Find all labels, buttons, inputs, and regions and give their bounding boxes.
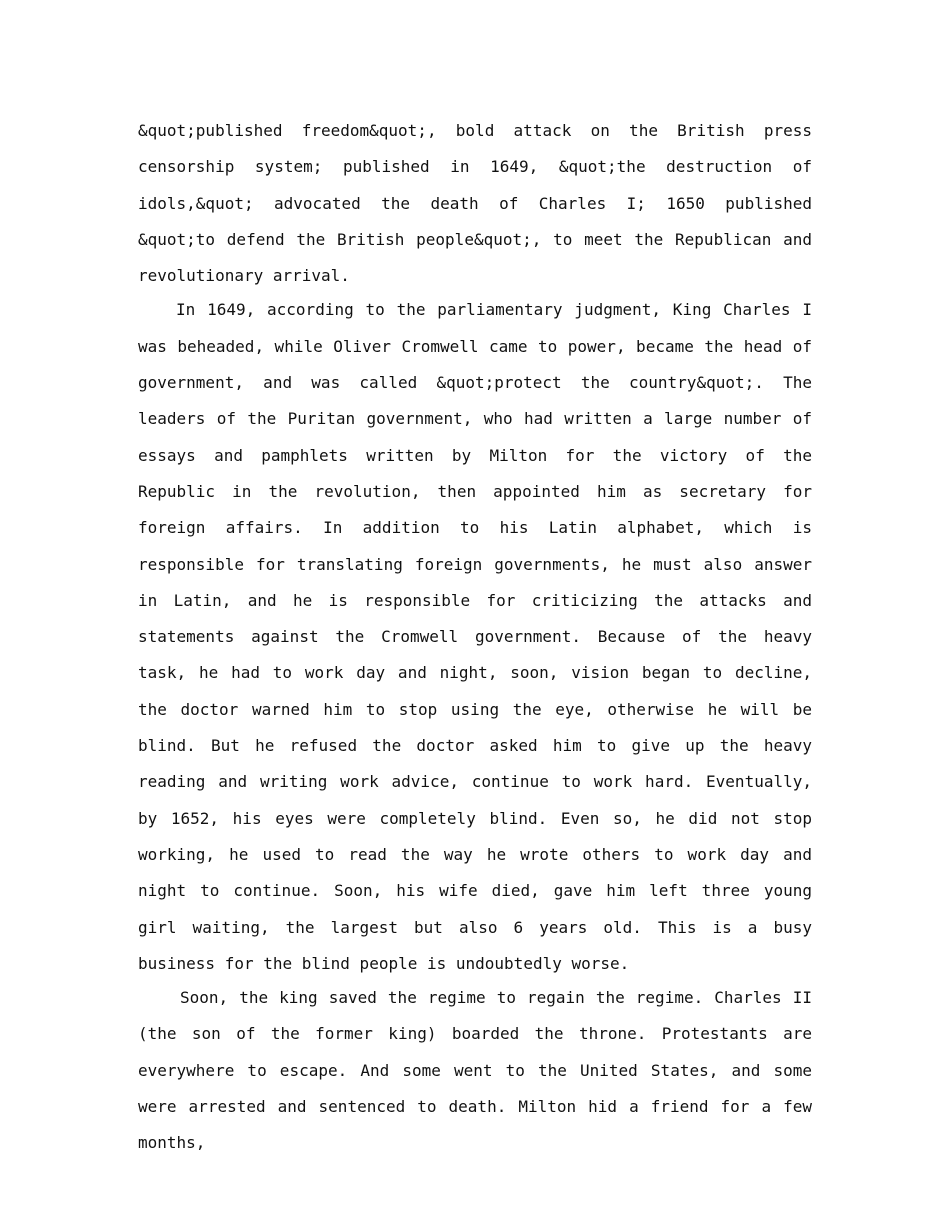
paragraph-2: In 1649, according to the parliamentary judgment, King Charles I was beheaded, while Oliver Cromwell came to power, became the head of government, and was called &quot;protect the country&quot;. The leaders of the Puritan government, who had written a large number of essays and pamphlets written by Milton for the victory of the Republic in the revolution, then appointed him as secretary for foreign affairs. In addition to his Latin alphabet, which is responsible for translating foreign governments, he must also answer in Latin, and he is responsible for criticizing the attacks and statements against the Cromwell government. Because of the heavy task, he had to work day and night, soon, vision began to decline, the doctor warned him to stop using the eye, otherwise he will be blind. But he refused the doctor asked him to give up the heavy reading and writing work advice, continue to work hard. Eventually, by 1652, his eyes were completely blind. Even so, he did not stop working, he used to read the way he wrote others to work day and night to continue. Soon, his wife died, gave him left three young girl waiting, the largest but also 6 years old. This is a busy business for the blind people is undoubtedly worse. [138,300,812,973]
paragraph-1: &quot;published freedom&quot;, bold attack on the British press censorship system; published in 1649, &quot;the destruction of idols,&quot; advocated the death of Charles I; 1650 published &quot;to defend the British people&quot;, to meet the Republican and revolutionary arrival. [138,121,812,286]
paragraph-3: Soon, the king saved the regime to regain the regime. Charles II (the son of the former king) boarded the throne. Protestants are everywhere to escape. And some went to the United States, and some were arrested and sentenced to death. Milton hid a friend for a few months, [138,988,812,1153]
body-text [138,113,812,1162]
